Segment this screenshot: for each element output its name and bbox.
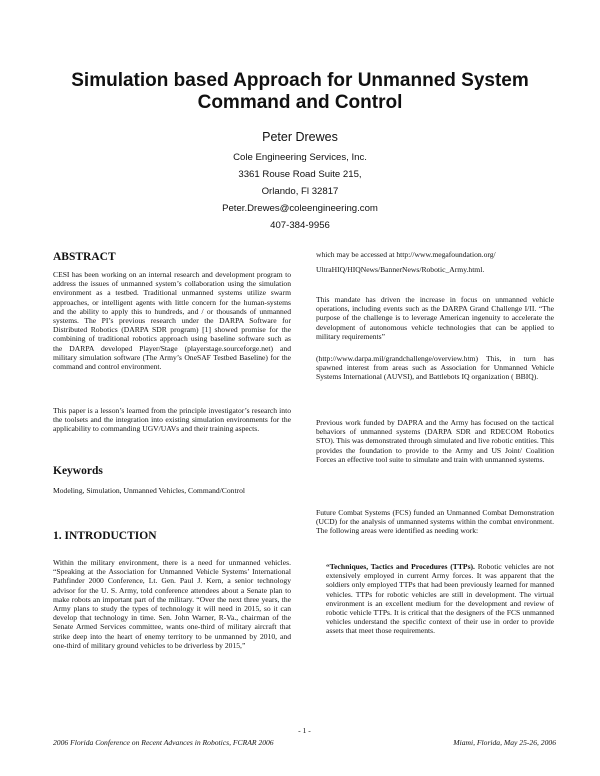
author-email: Peter.Drewes@coleengineering.com xyxy=(222,203,378,214)
abstract-heading: ABSTRACT xyxy=(53,251,116,263)
abstract-paragraph-2 xyxy=(53,406,291,434)
grandchallenge-text: (http://www.darpa.mil/grandchallenge/overview.htm) This, in turn has spawned interest from areas such as Association for Unmanned Vehicle Systems International (AUVSI), and Battlebots IQ organization ( BBIQ). xyxy=(316,354,554,382)
author-name: Peter Drewes xyxy=(262,130,338,144)
ttp-lead: “Techniques, Tactics and Procedures (TTPs). xyxy=(326,562,475,571)
abstract-text-1: CESI has been working on an internal research and development program to address the issues of unmanned system’s collaboration using the simulation environment as a testbed. Traditional unmanned systems utilize swarm approaches, or intelligent agents with little concern for the human-systems and the ability to apply this to hundreds, and / or thousands of unmanned systems. The PI’s previous research under the DARPA Software for Distributed Robotics (DARPA SDR program) [1] showed promise for the combining of traditional robotics approach using baseline software such as the DARPA developed Player/Stage (playerstage.sourceforge.net) and military simulation software (The Army’s OneSAF Testbed Baseline) for the command and control environment. xyxy=(53,270,291,372)
abstract-text-2: This paper is a lesson’s learned from the principle investigator’s research into the toolsets and the integration into existing simulation environments for the applicability to commanding UGV/UAVs and their training aspects. xyxy=(53,406,291,434)
mandate-paragraph xyxy=(316,295,554,341)
keywords-text: Modeling, Simulation, Unmanned Vehicles, Command/Control xyxy=(53,486,246,495)
url-text-1: which may be accessed at http://www.megafoundation.org/ xyxy=(316,250,496,259)
url-continuation-line-1 xyxy=(316,250,554,259)
url-text-2: UltraHIQ/HIQNews/BannerNews/Robotic_Army.html. xyxy=(316,265,485,274)
keywords-section xyxy=(53,486,291,495)
url-continuation-line-2 xyxy=(316,265,554,274)
grandchallenge-paragraph xyxy=(316,354,554,382)
author-street: 3361 Rouse Road Suite 215, xyxy=(238,169,362,180)
conference-location: Miami, Florida, May 25-26, 2006 xyxy=(453,738,556,747)
title-line-2: Command and Control xyxy=(197,92,403,113)
fcs-paragraph xyxy=(316,508,554,536)
page-number: - 1 - xyxy=(298,726,311,735)
ttp-body: Robotic vehicles are not extensively employed in current Army forces. It was apparent that the soldiers only employed TTPs that had been previously learned for manned vehicles. TTPs for robotic vehicles are still in development. The virtual environment is an excellent medium for the development and review of robotic vehicle TTPs. It is critical that the designers of the FCS unmanned vehicles understand the specific context of their use in order to provide assets that meet those requirements. xyxy=(326,562,554,636)
previous-work-paragraph xyxy=(316,418,554,464)
title-line-1: Simulation based Approach for Unmanned System xyxy=(71,70,529,91)
conference-name: 2006 Florida Conference on Recent Advances in Robotics, FCRAR 2006 xyxy=(53,738,274,747)
introduction-paragraph xyxy=(53,558,291,650)
introduction-text: Within the military environment, there is a need for unmanned vehicles. “Speaking at the Association for Unmanned Vehicle Systems’ International Pathfinder 2000 Conference, Lt. Gen. Paul J. Kern, a senior technology advisor for the U. S. Army, told conference attendees about a Senate plan to make robots an important part of the military. “Over the next three years, the Army plans to study the types of technology it will need in 2015, so it can develop that technology in time. Sen. John Warner, R-Va., chairman of the Senate Armed Services committee, wants one-third of military aircraft that strike deep into the heart of enemy territory to be unmanned by 2010, and one-third of military ground vehicles to be driverless by 2015,” xyxy=(53,558,291,650)
author-block xyxy=(100,129,500,234)
abstract-paragraph-1 xyxy=(53,270,291,371)
previous-work-text: Previous work funded by DAPRA and the Army has focused on the tactical behaviors of unmanned systems (DARPA SDR and RDECOM Robotics STO). This was demonstrated through simulated and live robotic entities. This provides the foundation to provide to the Army and US Joint/ Coalition Forces an effective tool suite to simulate and train with unmanned systems. xyxy=(316,418,554,464)
author-phone: 407-384-9956 xyxy=(270,220,330,231)
fcs-text: Future Combat Systems (FCS) funded an Unmanned Combat Demonstration (UCD) for the analysis of unmanned systems within the combat environment. The following areas were identified as needing work: xyxy=(316,508,554,536)
author-organization: Cole Engineering Services, Inc. xyxy=(233,152,367,163)
introduction-heading: 1. INTRODUCTION xyxy=(53,530,157,542)
mandate-text: This mandate has driven the increase in focus on unmanned vehicle operations, including events such as the DARPA Grand Challenge I/II. “The purpose of the challenge is to leverage American ingenuity to accelerate the development of autonomous vehicle technologies that can be applied to military requirements” xyxy=(316,295,554,341)
author-city: Orlando, Fl 32817 xyxy=(261,186,339,197)
keywords-heading: Keywords xyxy=(53,465,103,477)
ttp-quote xyxy=(326,562,554,636)
paper-title xyxy=(40,70,560,114)
